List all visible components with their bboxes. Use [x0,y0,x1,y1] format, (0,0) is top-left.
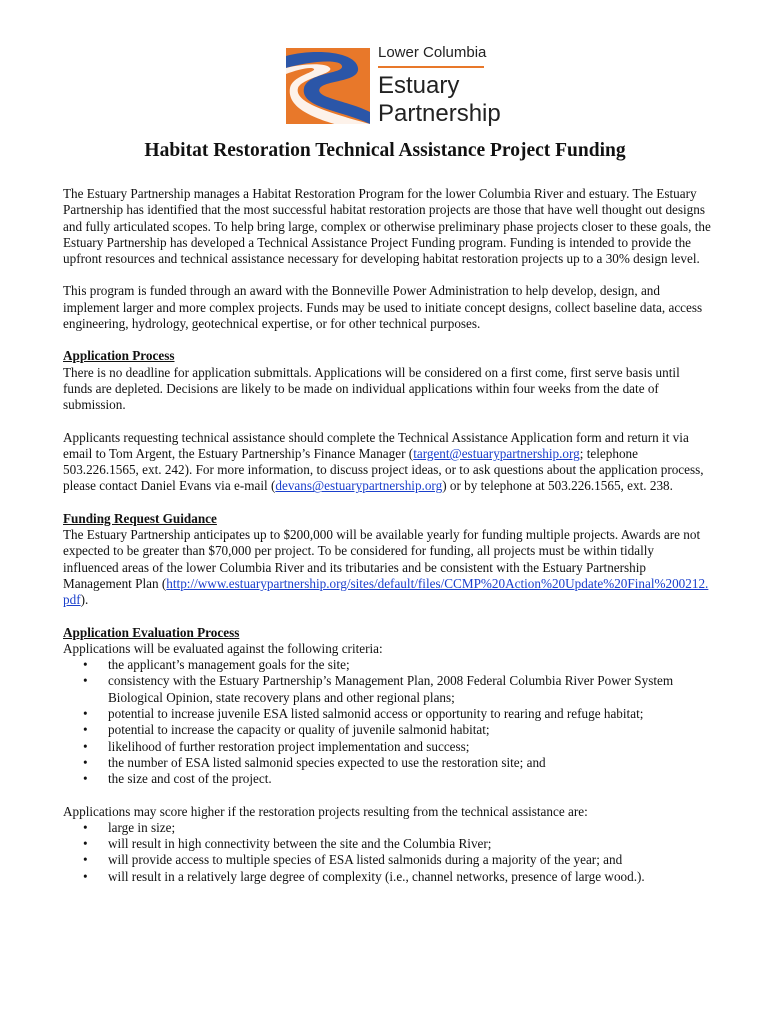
document-body [63,186,711,885]
estuary-partnership-logo [286,42,501,130]
funding-heading: Funding Request Guidance [63,510,217,526]
funding-section [63,511,711,609]
logo-rule [378,66,484,68]
list-item: • consistency with the Estuary Partnership’s Management Plan, 2008 Federal Columbia River Power System Biological Opinion, state recovery plans and other regional plans; [108,673,711,706]
management-plan-link[interactable]: http://www.estuarypartnership.org/sites/default/files/CCMP%20Action%20Update%20Final%200212.pdf [63,575,709,608]
application-process-paragraph-2 [63,430,711,495]
evaluation-heading: Application Evaluation Process [63,624,240,640]
funding-paragraph [63,527,711,608]
page-title: Habitat Restoration Technical Assistance Project Funding [144,140,626,161]
funding-text-a: The Estuary Partnership anticipates up to $200,000 will be available yearly for funding multiple projects. Awards are not expected to be greater than $70,000 per project. To be considered for funding, all projects must be within tidally influenced areas of the lower Columbia River and its tributaries and be consistent with the Estuary Partnership Management Plan ( [63,527,701,591]
logo-line-1: Lower Columbia [378,44,487,61]
list-item: • will result in high connectivity between the site and the Columbia River; [108,836,711,852]
evaluation-criteria-list [63,657,711,787]
list-item: • will provide access to multiple species of ESA listed salmonids during a majority of the year; and [108,852,711,868]
list-item: • the applicant’s management goals for the site; [108,657,711,673]
application-process-paragraph-1: There is no deadline for application submittals. Applications will be considered on a first come, first serve basis until funds are depleted. Decisions are likely to be made on individual applications within four weeks from the date of submission. [63,364,680,413]
email-link-devans[interactable]: devans@estuarypartnership.org [275,478,443,494]
higher-score-intro: Applications may score higher if the restoration projects resulting from the technical assistance are: [63,803,588,819]
app-p2-text-c: ) or by telephone at 503.226.1565, ext. 238. [442,478,673,494]
higher-score-list [63,820,711,885]
evaluation-section [63,625,711,885]
intro-paragraph-1: The Estuary Partnership manages a Habitat Restoration Program for the lower Columbia River and estuary. The Estuary Partnership has identified that the most successful habitat restoration projects are those that have well thought out designs and fully articulated scopes. To help bring large, complex or otherwise preliminary phase projects closer to these goals, the Estuary Partnership has developed a Technical Assistance Project Funding program. Funding is intended to provide the upfront resources and technical assistance necessary for developing habitat restoration projects up to a 30% design level. [63,186,711,267]
logo-line-3: Partnership [378,100,501,127]
intro-paragraph-2: This program is funded through an award with the Bonneville Power Administration to help develop, design, and implement larger and more complex projects. Funds may be used to initiate concept designs, collect baseline data, access engineering, hydrology, geotechnical expertise, or for other technical purposes. [63,283,703,332]
list-item: • potential to increase juvenile ESA listed salmonid access or opportunity to rearing and refuge habitat; [108,706,711,722]
river-logo-icon [286,42,376,130]
list-item: • the size and cost of the project. [108,771,711,787]
list-item: • the number of ESA listed salmonid species expected to use the restoration site; and [108,755,711,771]
list-item: • potential to increase the capacity or quality of juvenile salmonid habitat; [108,722,711,738]
app-p2-text-b: ; telephone 503.226.1565, ext. 242). For more information, to discuss project ideas, or to ask questions about the application process, please contact Daniel Evans via e-mail ( [63,445,704,494]
email-link-targent[interactable]: targent@estuarypartnership.org [413,445,580,461]
application-process-heading: Application Process [63,348,175,364]
list-item: • likelihood of further restoration project implementation and success; [108,739,711,755]
list-item: • will result in a relatively large degree of complexity (i.e., channel networks, presence of large wood.). [108,869,711,885]
evaluation-intro: Applications will be evaluated against the following criteria: [63,640,383,656]
logo-line-2: Estuary [378,72,460,99]
funding-text-b: ). [80,592,89,608]
app-p2-text-a: Applicants requesting technical assistance should complete the Technical Assistance Application form and return it via email to Tom Argent, the Estuary Partnership’s Finance Manager ( [63,429,689,461]
application-process-section [63,348,711,494]
list-item: • large in size; [108,820,711,836]
